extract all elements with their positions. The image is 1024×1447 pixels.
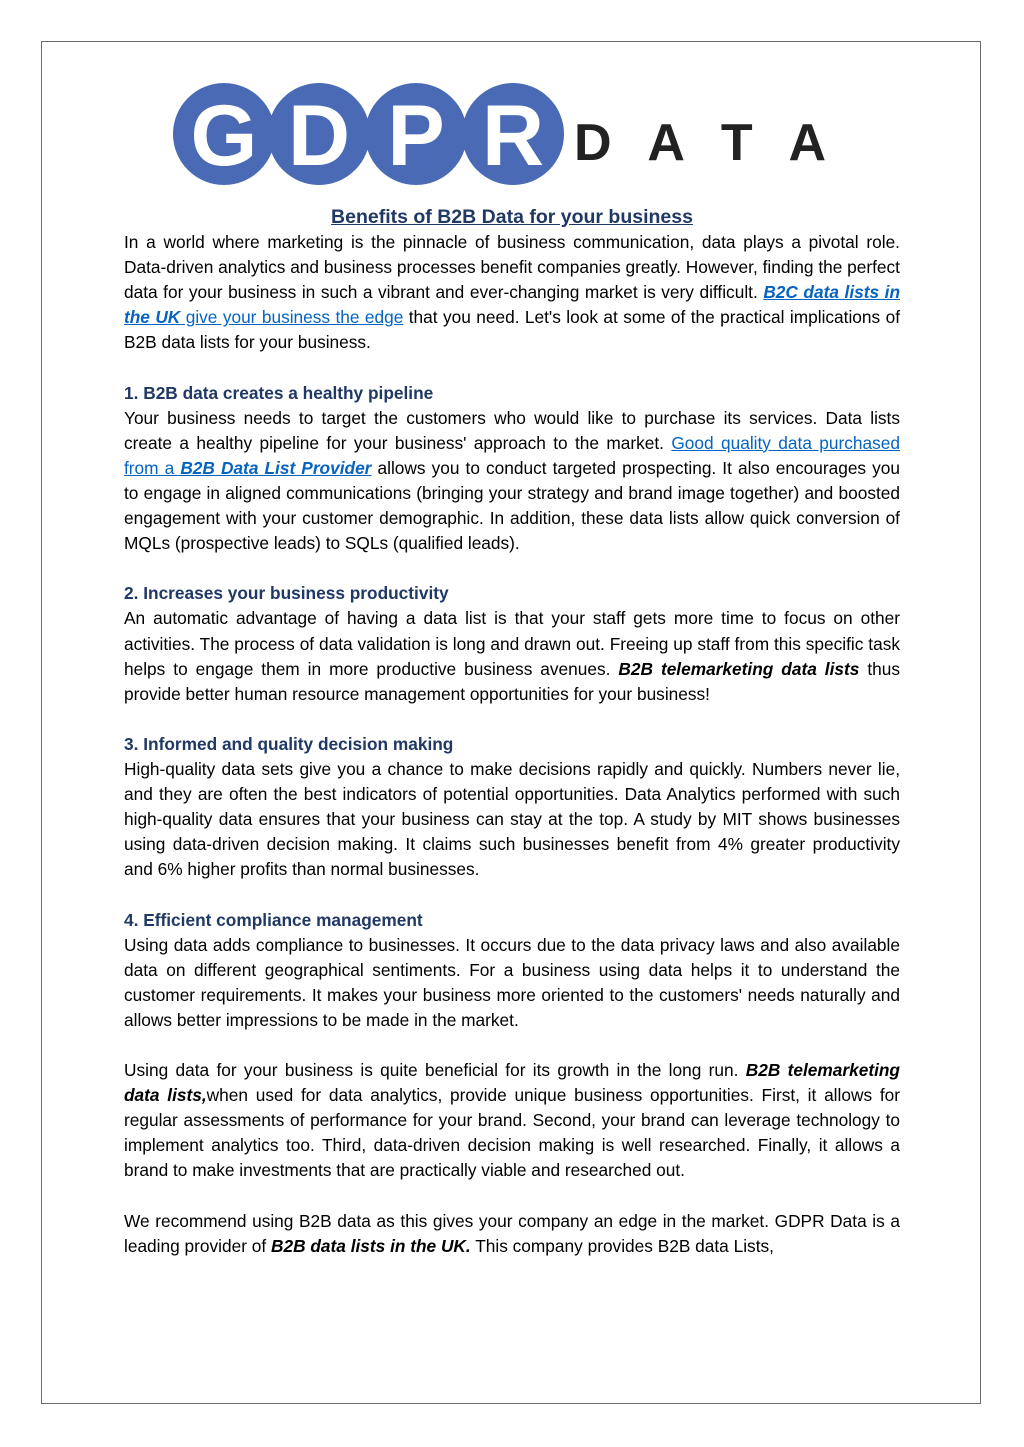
b2c-link-bold-text: B2C data lists in the UK (124, 282, 900, 328)
section-1-heading: 1. B2B data creates a healthy pipeline (124, 382, 434, 403)
paragraph-gap (124, 707, 900, 732)
summary-paragraph (124, 1058, 900, 1183)
section-4-heading: 4. Efficient compliance management (124, 909, 423, 930)
recommendation-paragraph (124, 1209, 900, 1259)
intro-paragraph (124, 230, 900, 355)
article-title: Benefits of B2B Data for your business (331, 206, 693, 228)
paragraph-gap (124, 556, 900, 581)
section-2-text-start: An automatic advantage of having a data list is that your staff gets more time to focus on other activities. The process of data validation is long and drawn out. Freeing up staff from this specific task helps to engage them in more productive business avenues. (124, 608, 900, 679)
intro-text-end: that you need. Let's look at some of the practical implications of B2B data lists for your business. (124, 307, 900, 353)
summary-text-start: Using data for your business is quite beneficial for its growth in the long run. (124, 1060, 746, 1081)
summary-text-end: when used for data analytics, provide unique business opportunities. First, it allows for regular assessments of performance for your brand. Second, your brand can leverage technology to implement analytics too. Third, data-driven decision making is well researched. Finally, it allows a brand to make investments that are practically viable and researched out. (124, 1085, 901, 1181)
logo-letter-g: G (190, 88, 258, 184)
section-1-text-start: Your business needs to target the customers who would like to purchase its services. Data lists create a healthy pipeline for your business' approach to the market. (124, 407, 900, 453)
section-2-heading: 2. Increases your business productivity (124, 583, 449, 604)
section-2-text-end: thus provide better human resource management opportunities for your business! (124, 658, 900, 704)
b2c-link-text: give your business the edge (180, 307, 404, 328)
section-1-text-end: allows you to conduct targeted prospecting. It also encourages you to engage in aligned communications (bringing your strategy and brand image together) and boosted engagement with your customer demographic. In addition, these data lists allow quick conversion of MQLs (prospective leads) to SQLs (qualified leads). (124, 457, 901, 554)
section-2-paragraph (124, 606, 900, 706)
summary-bold-term: B2B telemarketing data lists, (124, 1060, 900, 1106)
section-4-paragraph: Using data adds compliance to businesses. It occurs due to the data privacy laws and also available data on different geographical sentiments. For a business using data helps it to understand the customer requirements. It makes your business more oriented to the customers' needs naturally and allows better impressions to be made in the market. (124, 934, 900, 1030)
section-1-paragraph (124, 406, 900, 557)
paragraph-gap (124, 1033, 900, 1058)
document-page (41, 41, 981, 1404)
section-3-heading: 3. Informed and quality decision making (124, 733, 454, 754)
logo-letter-r: R (481, 88, 545, 184)
gdpr-data-logo (172, 82, 832, 186)
intro-text-start: In a world where marketing is the pinnacle of business communication, data plays a pivotal role. Data-driven analytics and business processes benefit companies greatly. However, finding the perfect data for your business in such a vibrant and ever-changing market is very difficult. (124, 232, 900, 303)
paragraph-gap (124, 355, 900, 380)
article-body (124, 204, 900, 1259)
recommendation-text-start: We recommend using B2B data as this gives your company an edge in the market. GDPR Data is a leading provider of (124, 1210, 900, 1256)
provider-link-bold-text: B2B Data List Provider (180, 457, 372, 478)
recommendation-text-end: This company provides B2B data Lists, (470, 1235, 774, 1256)
section-2-bold-term: B2B telemarketing data lists (618, 658, 860, 679)
recommendation-bold-term: B2B data lists in the UK. (270, 1235, 471, 1256)
section-3-paragraph: High-quality data sets give you a chance to make decisions rapidly and quickly. Numbers never lie, and they are often the best indicators of potential opportunities. Data Analytics performed with such high-quality data ensures that your business can stay at the top. A study by MIT shows businesses using data-driven decision making. It claims such businesses benefit from 4% greater productivity and 6% higher profits than normal businesses. (124, 758, 900, 880)
provider-link-text: Good quality data purchased from a (124, 432, 900, 478)
paragraph-gap (124, 882, 900, 907)
logo-letter-d: D (287, 88, 351, 184)
logo-wordmark-data: D A T A (574, 114, 826, 172)
logo-letter-p: P (387, 88, 445, 184)
paragraph-gap (124, 1184, 900, 1209)
